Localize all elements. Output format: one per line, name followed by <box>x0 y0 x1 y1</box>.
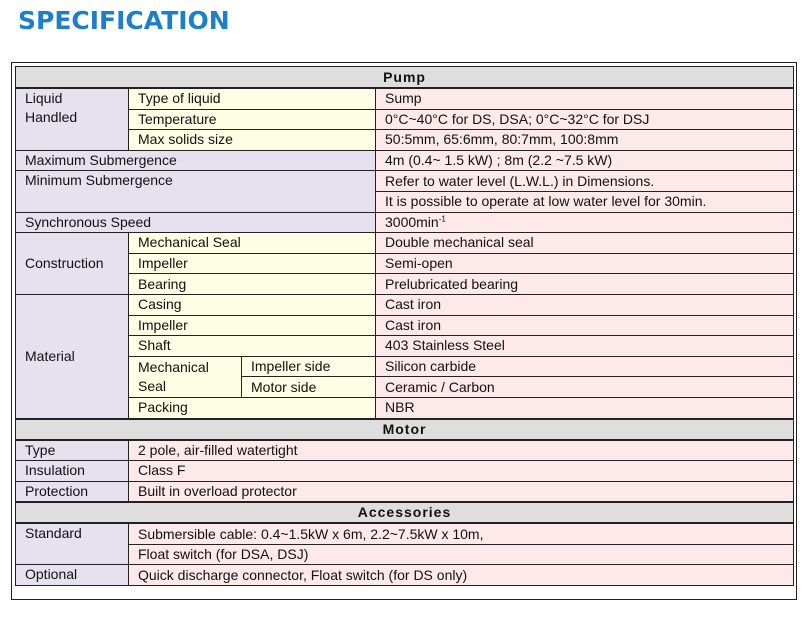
casing-label: Casing <box>129 294 376 315</box>
bearing-label: Bearing <box>129 274 376 295</box>
packing-label: Packing <box>129 397 376 418</box>
construction-impeller-label: Impeller <box>129 253 376 274</box>
insulation-value: Class F <box>129 461 794 482</box>
table-row <box>16 253 794 274</box>
table-row <box>16 171 794 192</box>
table-row <box>16 461 794 482</box>
impeller-side-label: Impeller side <box>242 356 376 377</box>
shaft-label: Shaft <box>129 336 376 357</box>
mechanical-seal-value: Double mechanical seal <box>376 233 794 254</box>
construction-impeller-value: Semi-open <box>376 253 794 274</box>
table-row <box>16 565 794 586</box>
max-submergence-label: Maximum Submergence <box>16 150 376 171</box>
motor-type-value: 2 pole, air-filled watertight <box>129 440 794 461</box>
table-row <box>16 294 794 315</box>
temperature-value: 0°C~40°C for DS, DSA; 0°C~32°C for DSJ <box>376 109 794 130</box>
sync-speed-label: Synchronous Speed <box>16 212 376 233</box>
min-submergence-value-line2: It is possible to operate at low water level for 30min. <box>376 191 794 212</box>
temperature-label: Temperature <box>129 109 376 130</box>
table-row <box>16 274 794 295</box>
casing-value: Cast iron <box>376 294 794 315</box>
sync-speed-value: $3000\min^{-1}$ <box>376 212 794 233</box>
table-row <box>16 440 794 461</box>
table-row <box>16 544 794 565</box>
motor-side-value: Ceramic / Carbon <box>376 377 794 398</box>
material-impeller-label: Impeller <box>129 315 376 336</box>
table-row <box>16 336 794 357</box>
material-impeller-value: Cast iron <box>376 315 794 336</box>
section-title-accessories: Accessories <box>16 502 794 523</box>
min-submergence-value-line1: Refer to water level (L.W.L.) in Dimensions. <box>376 171 794 192</box>
table-row <box>16 233 794 254</box>
standard-value-line2: Float switch (for DSA, DSJ) <box>129 544 794 565</box>
sync-speed-superscript: -1 <box>438 214 446 224</box>
shaft-value: 403 Stainless Steel <box>376 336 794 357</box>
section-header-motor <box>16 419 794 440</box>
table-row <box>16 130 794 151</box>
liquid-handled-label: Liquid Handled <box>16 88 129 150</box>
optional-value: Quick discharge connector, Float switch (for DS only) <box>129 565 794 586</box>
construction-label: Construction <box>16 233 129 295</box>
table-row <box>16 212 794 233</box>
mechanical-seal-label: Mechanical Seal <box>129 233 376 254</box>
table-row <box>16 397 794 418</box>
section-header-pump <box>16 67 794 89</box>
motor-type-label: Type <box>16 440 129 461</box>
table-row <box>16 523 794 544</box>
table-row <box>16 315 794 336</box>
page-title: SPECIFICATION <box>18 6 230 35</box>
min-submergence-label: Minimum Submergence <box>16 171 376 212</box>
motor-side-label: Motor side <box>242 377 376 398</box>
type-of-liquid-label: Type of liquid <box>129 88 376 109</box>
table-row <box>16 150 794 171</box>
table-row <box>16 481 794 502</box>
insulation-label: Insulation <box>16 461 129 482</box>
spec-table <box>15 66 794 586</box>
max-submergence-value: 4m (0.4~ 1.5 kW) ; 8m (2.2 ~7.5 kW) <box>376 150 794 171</box>
impeller-side-value: Silicon carbide <box>376 356 794 377</box>
table-row <box>16 356 794 377</box>
section-title-pump: Pump <box>16 67 794 89</box>
bearing-value: Prelubricated bearing <box>376 274 794 295</box>
material-label: Material <box>16 294 129 418</box>
protection-value: Built in overload protector <box>129 481 794 502</box>
max-solids-value: 50:5mm, 65:6mm, 80:7mm, 100:8mm <box>376 130 794 151</box>
table-row <box>16 88 794 109</box>
mech-seal-label: Mechanical Seal <box>129 356 242 397</box>
packing-value: NBR <box>376 397 794 418</box>
section-header-accessories <box>16 502 794 523</box>
table-row <box>16 109 794 130</box>
standard-value-line1: Submersible cable: 0.4~1.5kW x 6m, 2.2~7.5kW x 10m, <box>129 523 794 544</box>
section-title-motor: Motor <box>16 419 794 440</box>
protection-label: Protection <box>16 481 129 502</box>
standard-label: Standard <box>16 523 129 565</box>
max-solids-label: Max solids size <box>129 130 376 151</box>
type-of-liquid-value: Sump <box>376 88 794 109</box>
optional-label: Optional <box>16 565 129 586</box>
